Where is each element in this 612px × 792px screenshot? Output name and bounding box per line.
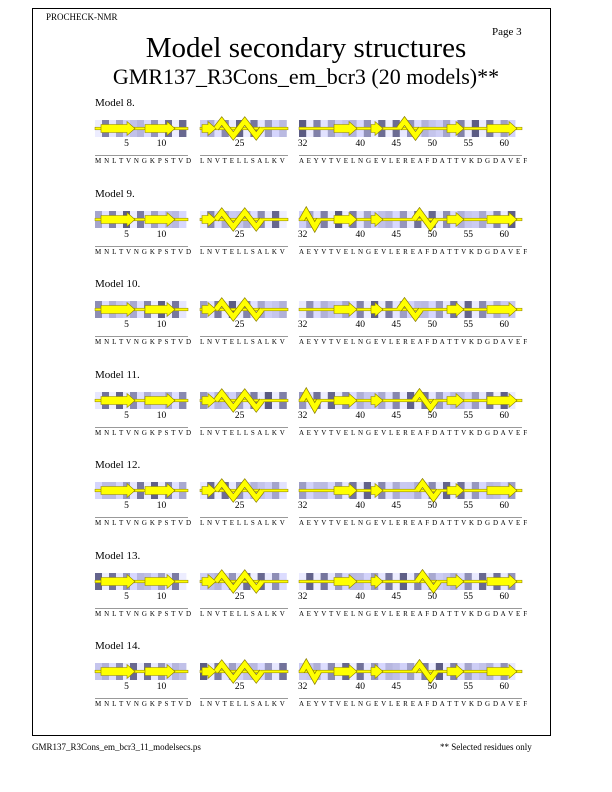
residue-tick-label: 40 (355, 229, 365, 240)
sequence-rule (299, 336, 522, 337)
sequence-rule (95, 336, 188, 337)
sequence-rule (299, 246, 522, 247)
structure-band (200, 573, 288, 590)
sequence-rule (95, 698, 188, 699)
residue-tick-label: 32 (297, 682, 308, 692)
structure-band (95, 301, 188, 318)
sequence-rule (299, 517, 522, 518)
residue-tick-label: 5 (124, 501, 129, 511)
page-title: Model secondary structures (145, 32, 467, 64)
residue-tick-label: 5 (124, 320, 129, 330)
sequence-rule (200, 427, 288, 428)
residue-tick-label: 60 (499, 410, 509, 421)
structure-band (95, 120, 188, 137)
structure-band (299, 211, 522, 228)
residue-tick-label: 10 (156, 320, 167, 330)
residue-tick-label: 10 (156, 591, 167, 602)
residue-tick-label: 25 (234, 682, 245, 692)
residue-tick-label: 40 (355, 501, 365, 511)
residue-sequence: L N V T E L L S A L K V (200, 519, 286, 527)
structure-band (200, 392, 288, 409)
model-label: Model 14. (95, 640, 141, 652)
sequence-rule (200, 698, 288, 699)
residue-tick-label: 32 (297, 410, 308, 421)
residue-sequence: L N V T E L L S A L K V (200, 157, 286, 165)
sequence-rule (95, 608, 188, 609)
residue-tick-label: 40 (355, 139, 365, 149)
structure-band (95, 211, 188, 228)
residue-tick-label: 50 (427, 501, 437, 511)
residue-sequence: A E Y V T V E L N G E V L E R E A F D A T T V K D G D A V E F (299, 338, 528, 346)
residue-sequence: A E Y V T V E L N G E V L E R E A F D A T T V K D G D A V E F (299, 609, 528, 618)
structure-band (299, 663, 522, 680)
residue-tick-label: 55 (463, 139, 473, 149)
residue-tick-label: 10 (156, 229, 167, 240)
residue-tick-label: 32 (297, 501, 308, 511)
structure-band (299, 482, 522, 499)
residue-tick-label: 45 (391, 410, 401, 421)
structure-band (299, 573, 522, 590)
model-label: Model 8. (95, 97, 135, 109)
structure-band (200, 120, 288, 137)
sequence-rule (299, 427, 522, 428)
residue-tick-label: 55 (463, 501, 473, 511)
model-label: Model 10. (95, 278, 141, 290)
residue-tick-label: 45 (391, 229, 401, 240)
residue-tick-label: 25 (234, 410, 245, 421)
footer-note: ** Selected residues only (440, 742, 532, 752)
sequence-rule (299, 608, 522, 609)
sequence-rule (299, 698, 522, 699)
structure-band (200, 482, 288, 499)
residue-tick-label: 45 (391, 139, 401, 149)
residue-tick-label: 5 (124, 410, 129, 421)
residue-tick-label: 25 (234, 229, 245, 240)
residue-tick-label: 60 (499, 320, 509, 330)
residue-sequence: A E Y V T V E L N G E V L E R E A F D A T T V K D G D A V E F (299, 157, 528, 165)
residue-tick-label: 5 (124, 682, 129, 692)
sequence-rule (95, 427, 188, 428)
program-name: PROCHECK-NMR (46, 12, 118, 22)
residue-tick-label: 5 (124, 229, 129, 240)
sequence-rule (299, 155, 522, 156)
structure-band (95, 663, 188, 680)
residue-tick-label: 45 (391, 320, 401, 330)
residue-sequence: A E Y V T V E L N G E V L E R E A F D A T T V K D G D A V E F (299, 428, 528, 437)
residue-tick-label: 10 (156, 501, 167, 511)
residue-tick-label: 25 (234, 501, 245, 511)
residue-sequence: M N L T V N G K P S T V D (95, 428, 192, 437)
model-label: Model 11. (95, 368, 140, 381)
structure-band (299, 301, 522, 318)
sequence-rule (95, 155, 188, 156)
structure-band (299, 120, 522, 137)
residue-tick-label: 60 (499, 501, 509, 511)
residue-tick-label: 60 (499, 591, 509, 602)
residue-sequence: A E Y V T V E L N G E V L E R E A F D A T T V K D G D A V E F (299, 700, 528, 708)
residue-tick-label: 55 (463, 229, 473, 240)
page-number: Page 3 (492, 26, 522, 38)
residue-tick-label: 50 (427, 320, 437, 330)
model-label: Model 13. (95, 549, 141, 562)
residue-tick-label: 45 (391, 591, 401, 602)
page-subtitle: GMR137_R3Cons_em_bcr3 (20 models)** (112, 64, 500, 89)
residue-tick-label: 55 (463, 320, 473, 330)
model-label: Model 9. (95, 187, 135, 200)
residue-sequence: L N V T E L L S A L K V (200, 609, 286, 618)
sequence-rule (200, 336, 288, 337)
residue-sequence: M N L T V N G K P S T V D (95, 519, 192, 527)
sequence-rule (200, 155, 288, 156)
residue-tick-label: 10 (156, 682, 167, 692)
residue-tick-label: 45 (391, 682, 401, 692)
residue-tick-label: 55 (463, 591, 473, 602)
residue-tick-label: 60 (499, 229, 509, 240)
residue-tick-label: 5 (124, 591, 129, 602)
sequence-rule (200, 246, 288, 247)
residue-tick-label: 60 (499, 139, 509, 149)
residue-sequence: M N L T V N G K P S T V D (95, 247, 192, 256)
residue-sequence: A E Y V T V E L N G E V L E R E A F D A T T V K D G D A V E F (299, 247, 528, 256)
structure-band (200, 211, 288, 228)
residue-tick-label: 55 (463, 682, 473, 692)
residue-sequence: L N V T E L L S A L K V (200, 428, 286, 437)
residue-tick-label: 50 (427, 139, 437, 149)
structure-band (200, 301, 288, 318)
residue-tick-label: 10 (156, 139, 167, 149)
residue-sequence: M N L T V N G K P S T V D (95, 700, 192, 708)
residue-tick-label: 55 (463, 410, 473, 421)
residue-tick-label: 32 (297, 229, 308, 240)
residue-sequence: M N L T V N G K P S T V D (95, 157, 192, 165)
residue-sequence: A E Y V T V E L N G E V L E R E A F D A T T V K D G D A V E F (299, 519, 528, 527)
structure-band (95, 482, 188, 499)
sequence-rule (95, 517, 188, 518)
residue-tick-label: 32 (297, 139, 308, 149)
residue-tick-label: 40 (355, 682, 365, 692)
residue-tick-label: 32 (297, 320, 308, 330)
residue-tick-label: 40 (355, 410, 365, 421)
residue-tick-label: 50 (427, 410, 437, 421)
residue-tick-label: 50 (427, 591, 437, 602)
residue-tick-label: 25 (234, 139, 245, 149)
residue-tick-label: 45 (391, 501, 401, 511)
residue-sequence: L N V T E L L S A L K V (200, 700, 286, 708)
residue-tick-label: 60 (499, 682, 509, 692)
residue-sequence: M N L T V N G K P S T V D (95, 338, 192, 346)
sequence-rule (95, 246, 188, 247)
model-label: Model 12. (95, 459, 141, 471)
footer-filename: GMR137_R3Cons_em_bcr3_11_modelsecs.ps (32, 742, 201, 752)
residue-tick-label: 5 (124, 139, 129, 149)
sequence-rule (200, 608, 288, 609)
sequence-rule (200, 517, 288, 518)
residue-tick-label: 50 (427, 229, 437, 240)
residue-tick-label: 40 (355, 320, 365, 330)
residue-tick-label: 25 (234, 591, 245, 602)
residue-sequence: L N V T E L L S A L K V (200, 338, 286, 346)
structure-band (95, 392, 188, 409)
residue-tick-label: 32 (297, 591, 308, 602)
residue-sequence: L N V T E L L S A L K V (200, 247, 286, 256)
residue-sequence: M N L T V N G K P S T V D (95, 609, 192, 618)
residue-tick-label: 25 (234, 320, 245, 330)
residue-tick-label: 10 (156, 410, 167, 421)
residue-tick-label: 40 (355, 591, 365, 602)
structure-band (299, 392, 522, 409)
residue-tick-label: 50 (427, 682, 437, 692)
structure-band (95, 573, 188, 590)
structure-band (200, 663, 288, 680)
